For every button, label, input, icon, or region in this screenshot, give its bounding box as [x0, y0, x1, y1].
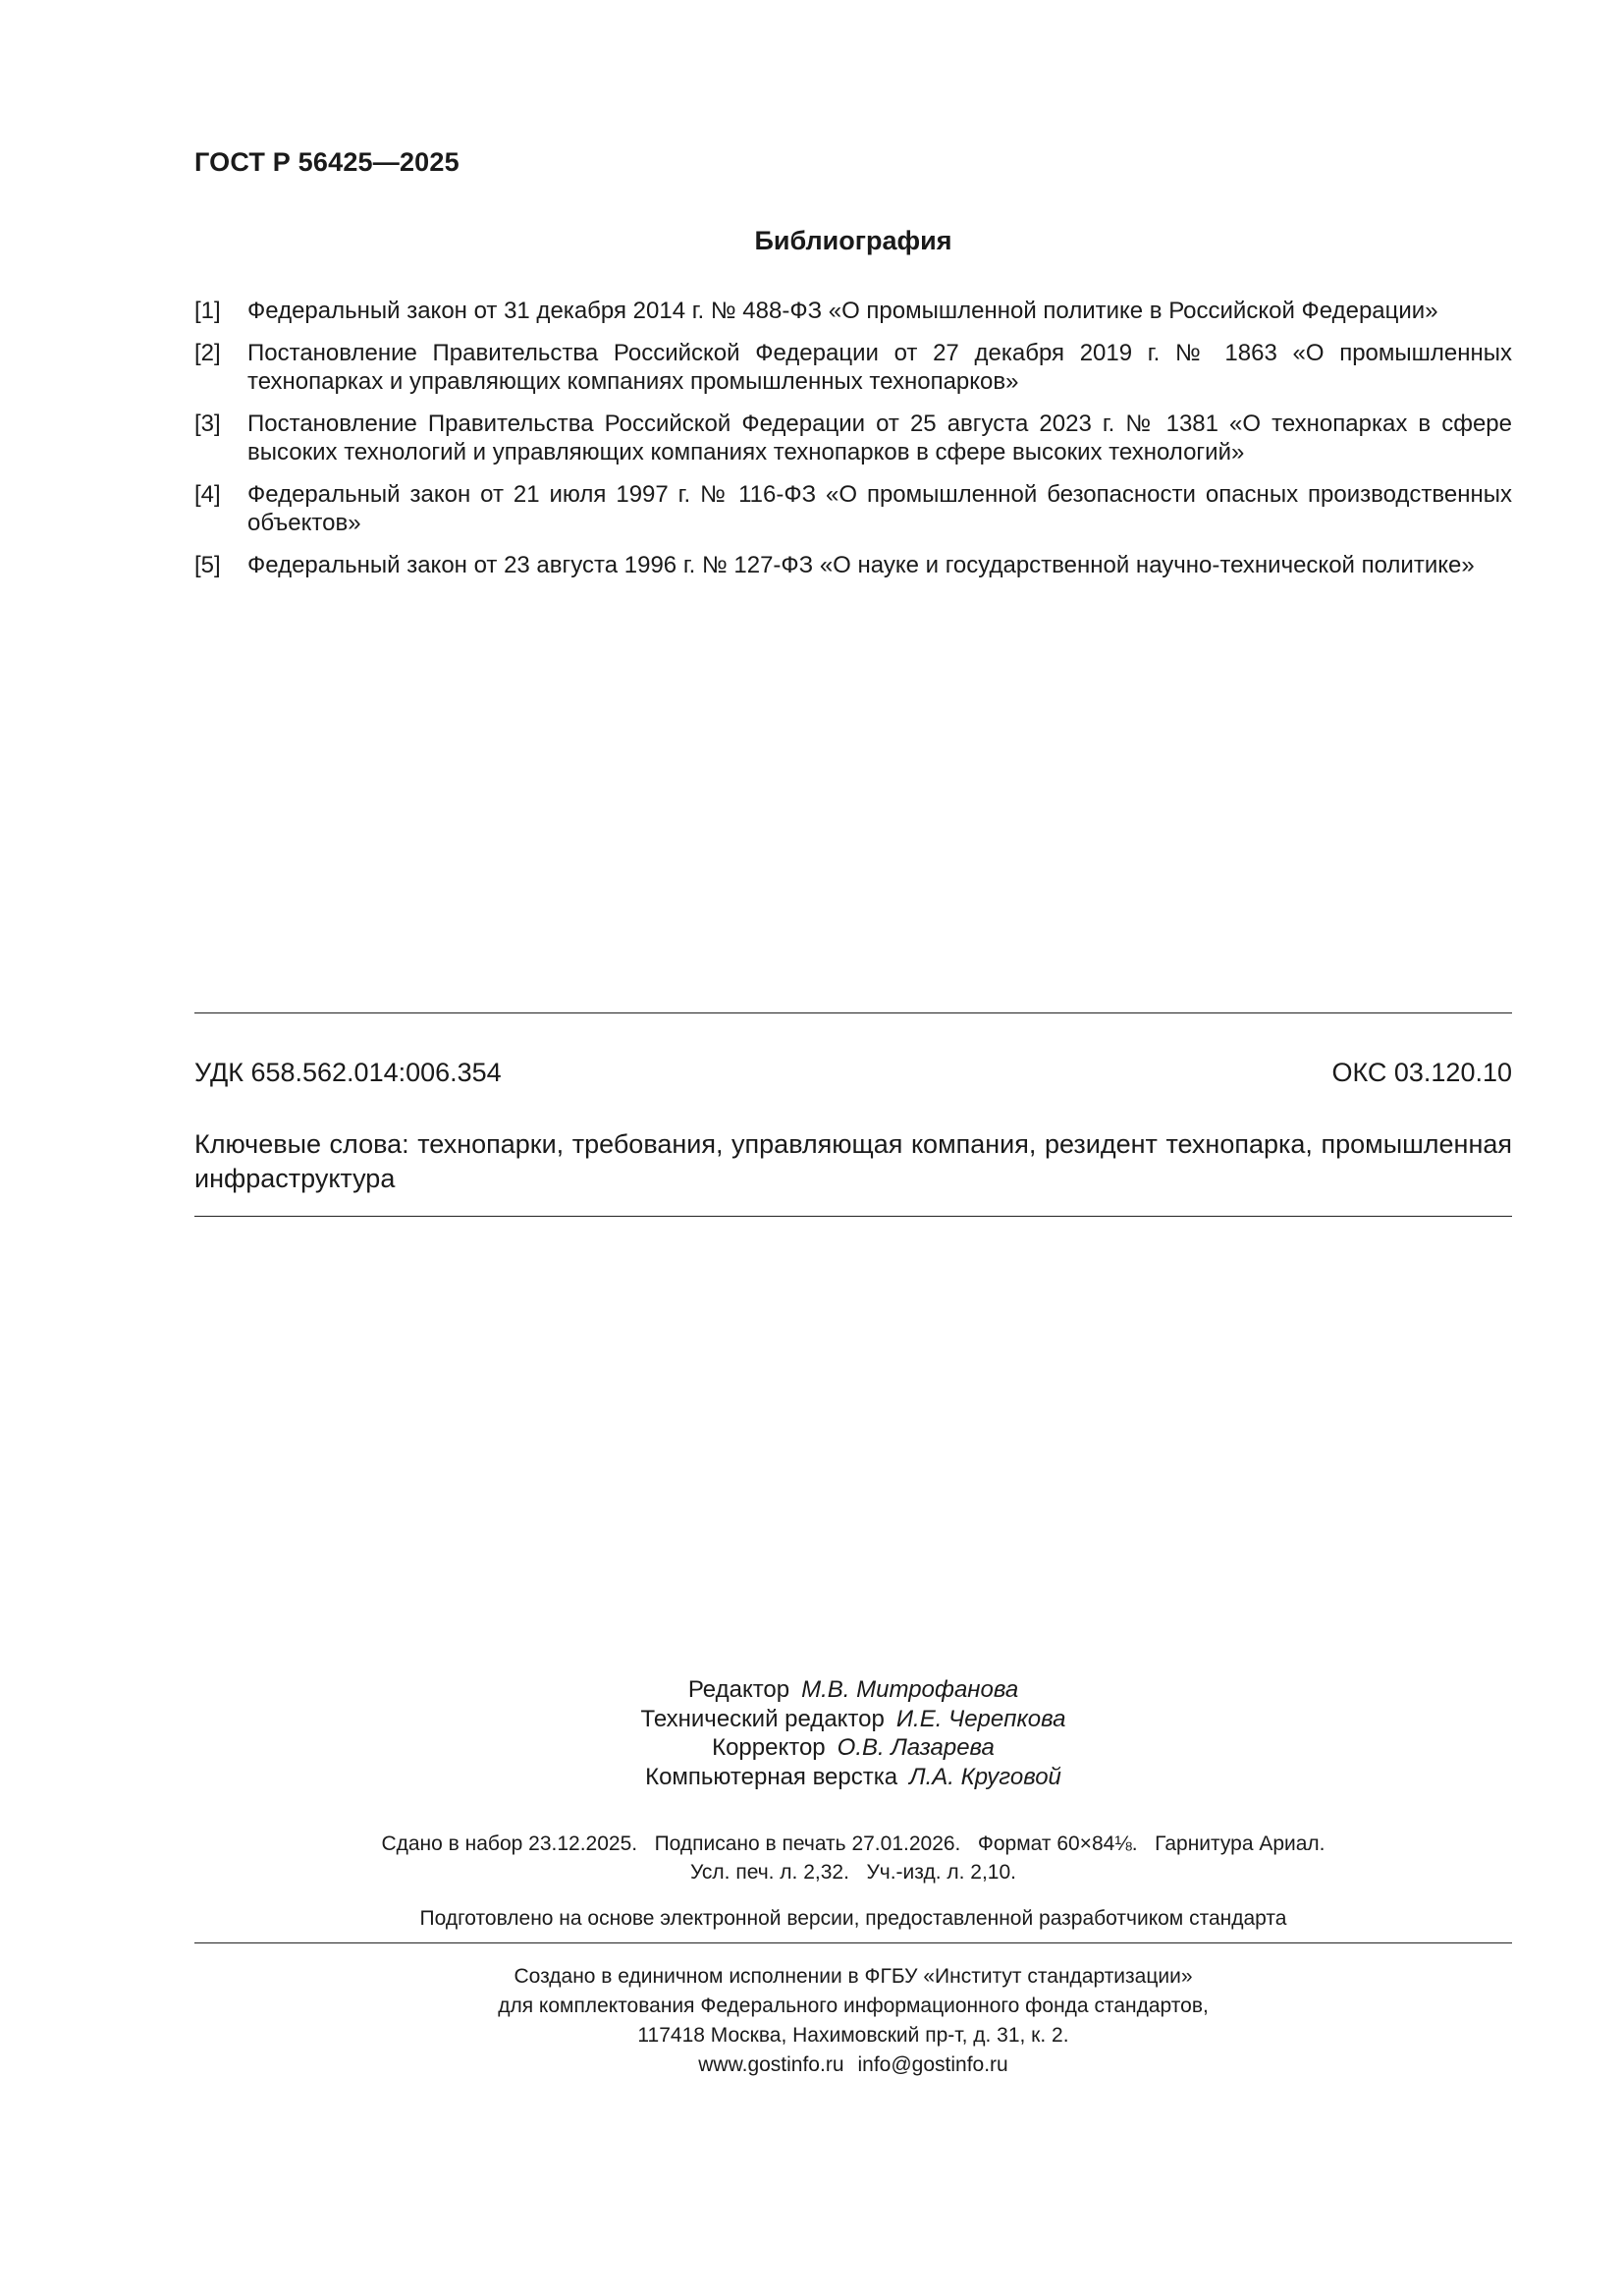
bibliography-title: Библиография	[754, 226, 952, 255]
bibliography-item-number: [3]	[194, 410, 221, 437]
created-info	[194, 1962, 1512, 2080]
bibliography-item-text: Федеральный закон от 31 декабря 2014 г. № 488-ФЗ «О промышленной политике в Российской Федерации»	[247, 298, 1438, 324]
created-line: 117418 Москва, Нахимовский пр-т, д. 31, к. 2.	[637, 2024, 1069, 2047]
bibliography-item	[194, 339, 1512, 396]
print-info-line: Сдано в набор 23.12.2025. Подписано в печать 27.01.2026. Формат 60×84⅛. Гарнитура Ариал.	[381, 1832, 1325, 1855]
keywords: Ключевые слова: технопарки, требования, управляющая компания, резидент технопарка, промышленная инфраструктура	[194, 1129, 1512, 1193]
divider-keywords	[194, 1216, 1512, 1217]
contacts-line	[194, 2050, 1512, 2080]
divider-top	[194, 1012, 1512, 1013]
credit-name: И.Е. Черепкова	[895, 1705, 1066, 1732]
credit-layout	[194, 1763, 1512, 1792]
bibliography-item	[194, 297, 1512, 325]
oks-code: ОКС 03.120.10	[1331, 1058, 1512, 1087]
credit-name: О.В. Лазарева	[837, 1734, 995, 1761]
bibliography-item	[194, 410, 1512, 466]
credit-name: Л.А. Круговой	[909, 1763, 1061, 1790]
udk-code: УДК 658.562.014:006.354	[194, 1058, 502, 1087]
classification-row	[194, 1058, 1512, 1088]
bibliography-item-text: Федеральный закон от 23 августа 1996 г. № 127-ФЗ «О науке и государственной научно-технической политике»	[247, 552, 1475, 578]
print-info	[194, 1830, 1512, 1886]
credit-role: Корректор	[712, 1734, 826, 1761]
created-line: для комплектования Федерального информационного фонда стандартов,	[498, 1995, 1209, 2017]
bibliography-item-number: [1]	[194, 298, 221, 324]
email-link[interactable]: info@gostinfo.ru	[857, 2053, 1008, 2076]
credit-role: Компьютерная верстка	[645, 1763, 898, 1790]
document-code: ГОСТ Р 56425—2025	[194, 147, 460, 177]
credit-role: Технический редактор	[640, 1705, 885, 1732]
created-line: Создано в единичном исполнении в ФГБУ «Институт стандартизации»	[514, 1965, 1193, 1988]
credit-editor	[194, 1675, 1512, 1705]
bibliography-item-text: Постановление Правительства Российской Федерации от 25 августа 2023 г. № 1381 «О технопарках в сфере высоких технологий и управляющих компаниях технопарков в сфере высоких технологий»	[247, 410, 1512, 465]
credits-block	[194, 1675, 1512, 1791]
credit-corrector	[194, 1733, 1512, 1763]
bibliography-item-text: Постановление Правительства Российской Федерации от 27 декабря 2019 г. № 1863 «О промышленных технопарках и управляющих компаниях промышленных технопарков»	[247, 340, 1512, 395]
credit-role: Редактор	[687, 1676, 790, 1703]
bibliography-item	[194, 480, 1512, 537]
bibliography-item-number: [4]	[194, 481, 221, 508]
bibliography-item-text: Федеральный закон от 21 июля 1997 г. № 116-ФЗ «О промышленной безопасности опасных производственных объектов»	[247, 481, 1512, 536]
bibliography-item-number: [5]	[194, 552, 221, 578]
prepared-note: Подготовлено на основе электронной версии, предоставленной разработчиком стандарта	[419, 1907, 1287, 1930]
bibliography-item	[194, 551, 1512, 579]
credit-name: М.В. Митрофанова	[801, 1676, 1019, 1703]
bibliography-list	[194, 297, 1512, 593]
divider-bottom	[194, 1942, 1512, 1943]
website-link[interactable]: www.gostinfo.ru	[698, 2053, 844, 2076]
print-info-line: Усл. печ. л. 2,32. Уч.-изд. л. 2,10.	[689, 1861, 1016, 1884]
bibliography-item-number: [2]	[194, 340, 221, 366]
credit-tech-editor	[194, 1705, 1512, 1734]
